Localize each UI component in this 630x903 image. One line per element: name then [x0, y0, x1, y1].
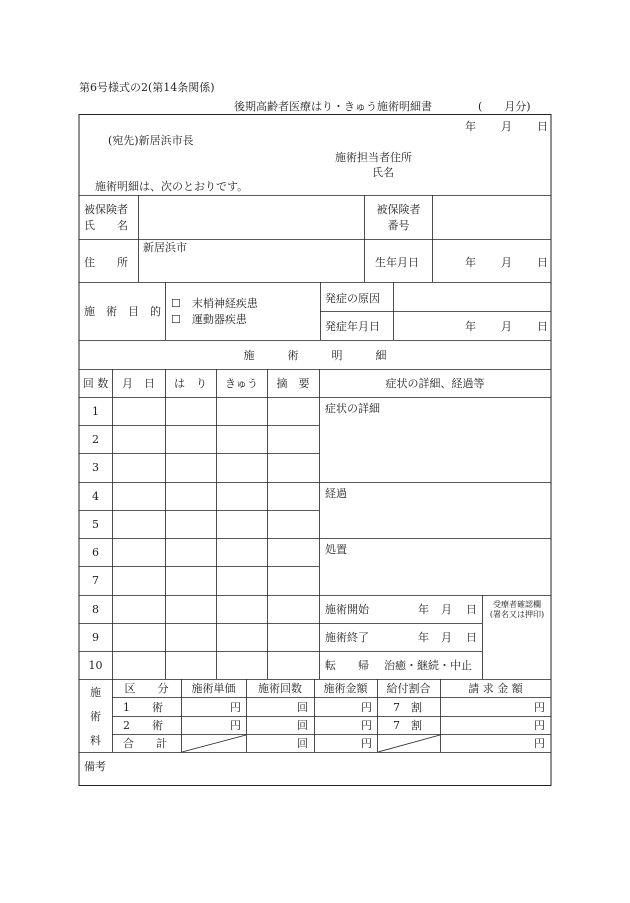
- row-number: 10: [88, 659, 103, 672]
- insured-name-field[interactable]: [138, 200, 364, 238]
- confirmation-label-2: (署名又は押印): [489, 610, 545, 619]
- end-day-label: 日: [466, 631, 477, 644]
- date-year-label: 年: [465, 120, 476, 133]
- practitioner-address-label: 施術担当者住所: [335, 151, 412, 164]
- col-symptoms: 症状の詳細、経過等: [385, 377, 485, 390]
- symptom-detail-label: 症状の詳細: [325, 402, 380, 415]
- confirmation-label-1: 受療者確認欄: [493, 600, 541, 609]
- fee-row-ratio: 7 割: [393, 701, 422, 714]
- detail-section-title: 施 術 明 細: [243, 349, 387, 362]
- purpose-label: 施 術 目 的: [84, 305, 161, 318]
- fee-row-amount: 円: [361, 701, 372, 714]
- fee-row-category: 2 術: [123, 719, 163, 732]
- fee-row-claim: 円: [534, 719, 545, 732]
- practitioner-name-label: 氏名: [372, 166, 394, 179]
- col-hari: は り: [174, 377, 207, 390]
- birth-day-label: 日: [537, 256, 548, 269]
- start-day-label: 日: [466, 603, 477, 616]
- birth-month-label: 月: [501, 256, 512, 269]
- fee-label-1: 施: [90, 686, 101, 699]
- row-number: 7: [92, 574, 99, 587]
- outcome-options: 治癒・継続・中止: [384, 659, 472, 672]
- address-label: 住 所: [84, 256, 128, 269]
- remarks-field[interactable]: [112, 756, 548, 783]
- start-month-label: 月: [441, 603, 452, 616]
- row-number: 5: [92, 518, 99, 531]
- form-number: 第6号様式の2(第14条関係): [79, 81, 215, 94]
- onset-month-label: 月: [501, 320, 512, 333]
- fee-row-unit: 円: [230, 701, 241, 714]
- month-field: ( 月分): [478, 100, 531, 113]
- fee-header-amount: 施術金額: [323, 682, 368, 695]
- end-year-label: 年: [418, 631, 429, 644]
- onset-date-label: 発症年月日: [325, 320, 380, 333]
- fee-total-category: 合 計: [123, 737, 167, 750]
- insured-name-label-1: 被保険者: [84, 203, 128, 216]
- fee-header-claim: 請 求 金 額: [468, 682, 523, 695]
- row-number: 6: [92, 546, 99, 559]
- onset-year-label: 年: [465, 320, 476, 333]
- row-number: 9: [92, 631, 99, 644]
- intro-text: 施術明細は、次のとおりです。: [95, 180, 249, 193]
- fee-row-unit: 円: [230, 719, 241, 732]
- fee-header-ratio: 給付割合: [386, 682, 431, 695]
- onset-day-label: 日: [537, 320, 548, 333]
- address-field[interactable]: [139, 241, 363, 281]
- remarks-label: 備考: [84, 760, 106, 773]
- row-number: 8: [92, 603, 99, 616]
- fee-total-amount: 円: [361, 737, 372, 750]
- date-month-label: 月: [501, 120, 512, 133]
- outcome-label: 転 帰: [325, 659, 369, 672]
- insured-name-label-2: 氏 名: [84, 219, 128, 232]
- fee-row-amount: 円: [361, 719, 372, 732]
- row-number: 2: [92, 433, 99, 446]
- row-number: 4: [92, 490, 99, 503]
- total-ratio-strike: [378, 735, 440, 752]
- form-title: 後期高齢者医療はり・きゅう施術明細書: [234, 100, 432, 113]
- date-day-label: 日: [537, 120, 548, 133]
- purpose-option-musculoskeletal[interactable]: ☐ 運動器疾患: [171, 313, 247, 326]
- addressee: (宛先)新居浜市長: [108, 134, 194, 147]
- fee-label-3: 料: [90, 734, 101, 747]
- col-summary: 摘 要: [276, 377, 310, 390]
- treatment-start-label: 施術開始: [325, 603, 369, 616]
- fee-header-category: 区 分: [124, 682, 169, 695]
- fee-row-claim: 円: [534, 701, 545, 714]
- birth-year-label: 年: [465, 256, 476, 269]
- fee-total-count: 回: [297, 737, 308, 750]
- fee-header-count: 施術回数: [258, 682, 302, 695]
- treatment-label: 処置: [325, 543, 347, 556]
- total-unit-strike: [182, 735, 246, 752]
- onset-cause-label: 発症の原因: [325, 292, 380, 305]
- fee-row-count: 回: [297, 701, 308, 714]
- insured-number-label-2: 番号: [387, 219, 410, 232]
- progress-label: 経過: [325, 487, 347, 500]
- fee-row-category: 1 術: [123, 701, 163, 714]
- insured-number-label-1: 被保険者: [376, 203, 421, 216]
- fee-total-claim: 円: [534, 737, 545, 750]
- treatment-end-label: 施術終了: [325, 631, 369, 644]
- fee-row-count: 回: [297, 719, 308, 732]
- col-count: 回 数: [82, 377, 109, 390]
- fee-label-2: 術: [90, 710, 101, 723]
- fee-row-ratio: 7 割: [393, 719, 422, 732]
- insured-number-field[interactable]: [433, 197, 550, 238]
- birth-date-label: 生年月日: [375, 256, 419, 269]
- address-prefill: 新居浜市: [143, 241, 187, 254]
- start-year-label: 年: [418, 603, 429, 616]
- end-month-label: 月: [441, 631, 452, 644]
- onset-cause-field[interactable]: [394, 284, 550, 310]
- row-number: 1: [92, 405, 99, 418]
- fee-header-unit: 施術単価: [191, 682, 236, 695]
- col-date: 月 日: [122, 377, 155, 390]
- col-kyu: きゅう: [225, 377, 258, 390]
- row-number: 3: [92, 461, 99, 474]
- purpose-option-nerve[interactable]: ☐ 末梢神経疾患: [171, 297, 258, 310]
